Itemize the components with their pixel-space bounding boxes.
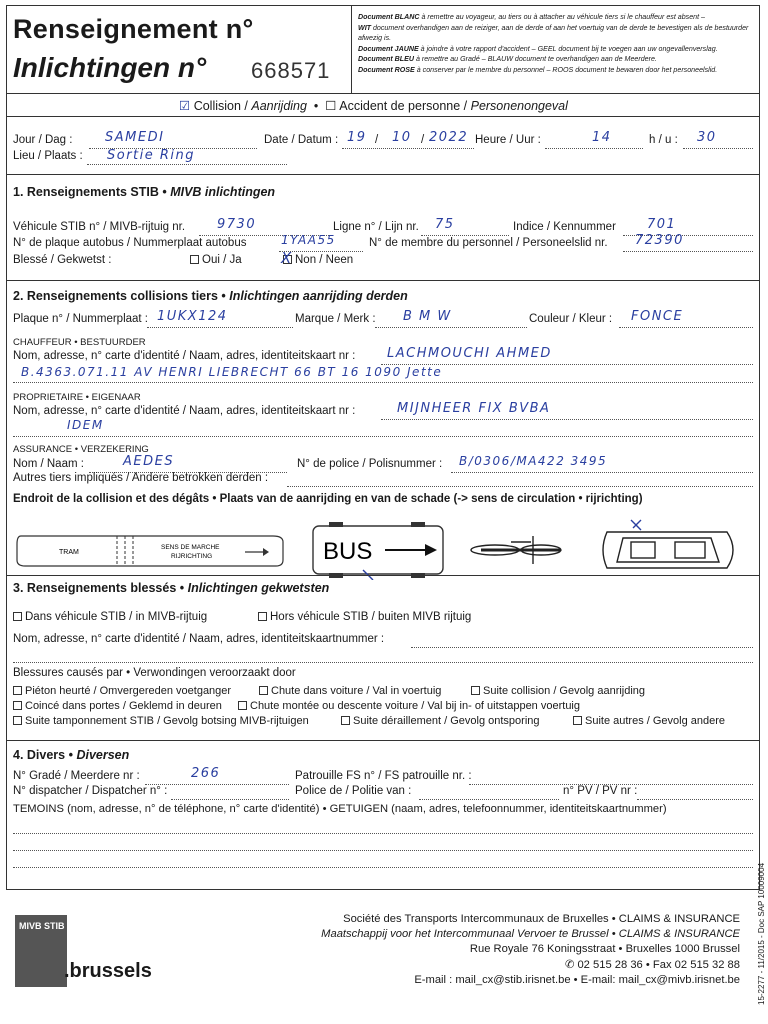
third-plate-value[interactable]: 1UKX124 [157,309,228,324]
insurer-label: Nom / Naam : [13,458,84,470]
note-yellow: Document JAUNE à joindre à votre rapport d'accident – GEEL document bij te voegen aan uw ongevallenverslag. [358,44,718,53]
driver-label: Nom, adresse, n° carte d'identité / Naam, adres, identiteitskaart nr : [13,350,356,362]
incident-type-row: ☑ Collision / Aanrijding • ☐ Accident de personne / Personenongeval [179,99,568,113]
note-pink: Document ROSE à conserver par le membre du personnel – ROOS document te bewaren door het personeelslid. [358,65,718,74]
footer-line-3: Rue Royale 76 Koningsstraat • Bruxelles 1000 Brussel [469,943,740,956]
note-white-fr: Document BLANC à remettre au voyageur, au tiers ou à attacher au véhicule tiers si le chauffeur est absent – [358,13,705,21]
direction-label-nl: RIJRICHTING [171,553,213,560]
policy-label: N° de police / Polisnummer : [297,458,443,470]
tram-label: TRAM [59,549,79,556]
direction-label-fr: SENS DE MARCHE [161,544,220,551]
witness-label: TEMOINS (nom, adresse, n° de téléphone, n° carte d'identité) • GETUIGEN (naam, adres, telefoonnummer, identiteitskaartnummer) [13,803,667,815]
footer-contact [321,912,740,988]
injured-name-label: Nom, adresse, n° carte d'identité / Naam, adres, identiteitskaartnummer : [13,633,385,645]
date-label: Date / Datum : [264,134,339,146]
cause-fall-inside[interactable]: Chute dans voiture / Val in voertuig [259,685,441,697]
injured-no[interactable]: Non / Neen [283,254,353,266]
driver-heading: CHAUFFEUR • BESTUURDER [13,337,146,348]
plate-label: N° de plaque autobus / Nummerplaat autobus [13,237,247,249]
note-white-nl: WIT document overhandigen aan de reiziger, aan de derde of aan het voertuig van de derde te bevestigen als de bestuurder afwezig is. [358,23,749,43]
collision-label: Collision [193,99,241,113]
stib-logo: MIVB STIB [15,915,67,987]
police-label: Police de / Politie van : [295,785,412,797]
owner-heading: PROPRIETAIRE • EIGENAAR [13,392,141,403]
section-2-title: 2. Renseignements collisions tiers • Inlichtingen aanrijding derden [13,289,408,303]
dispatcher-label: N° dispatcher / Dispatcher n° : [13,785,168,797]
owner-label: Nom, adresse, n° carte d'identité / Naam, adres, identiteitskaart nr : [13,405,356,417]
place-value[interactable]: Sortie Ring [107,148,196,163]
cause-doors[interactable]: Coincé dans portes / Geklemd in deuren [13,700,222,712]
note-blue: Document BLEU à remettre au Gradé – BLAUW document te overhandigen aan de Meerdere. [358,55,657,64]
footer-line-1: Société des Transports Intercommunaux de Bruxelles • CLAIMS & INSURANCE [343,913,740,925]
date-day-value[interactable]: 19 [347,130,367,145]
damage-location-label: Endroit de la collision et des dégâts • Plaats van de aanrijding en van de schade (-> sens de circulation • rijrichting) [13,493,643,505]
hour-value[interactable]: 14 [592,130,612,145]
bus-label: BUS [323,538,373,565]
section-3-title: 3. Renseignements blessés • Inlichtingen gekwetsten [13,581,330,595]
footer-line-2: Maatschappij voor het Intercommunaal Vervoer te Brussel • CLAIMS & INSURANCE [321,928,740,941]
cause-pedestrian[interactable]: Piéton heurté / Omvergereden voetganger [13,685,231,697]
section-1-title: 1. Renseignements STIB • MIVB inlichtingen [13,185,276,199]
divider [7,116,759,117]
cause-stib-crash[interactable]: Suite tamponnement STIB / Gevolg botsing MIVB-rijtuigen [13,715,309,727]
injured-no-mark: X [281,249,293,267]
third-plate-label: Plaque n° / Nummerplaat : [13,313,148,325]
title-fr: Renseignement n° [13,14,254,44]
injured-yes[interactable]: Oui / Ja [190,254,242,266]
plate-value[interactable]: 1YAA55 [281,233,336,247]
cause-boarding[interactable]: Chute montée ou descente voiture / Val bij in- of uitstappen voertuig [238,700,580,712]
causes-label: Blessures causés par • Verwondingen veroorzaakt door [13,667,296,679]
brand-label: Marque / Merk : [295,313,376,325]
form-number: 668571 [251,58,331,83]
insurance-heading: ASSURANCE • VERZEKERING [13,444,149,455]
line-value[interactable]: 75 [435,217,455,232]
pv-label: n° PV / PV nr : [563,785,638,797]
vehicle-value[interactable]: 9730 [217,217,257,232]
in-vehicle-option[interactable]: Dans véhicule STIB / in MIVB-rijtuig [13,611,207,623]
driver-name-value[interactable]: LACHMOUCHI AHMED [387,346,552,361]
grade-label: N° Gradé / Meerdere nr : [13,770,140,782]
damage-diagram [11,514,759,580]
minute-value[interactable]: 30 [697,130,717,145]
divider [7,280,759,281]
cause-collision[interactable]: Suite collision / Gevolg aanrijding [471,685,645,697]
patrol-label: Patrouille FS n° / FS patrouille nr. : [295,770,472,782]
accident-checkbox[interactable]: ☐ [325,99,337,113]
divider [7,174,759,175]
accident-label: Accident de personne [339,99,461,113]
bicycle-diagram [471,536,561,564]
line-label: Ligne n° / Lijn nr. [333,221,419,233]
brussels-brand: .brussels [64,960,152,982]
collision-checkbox[interactable]: ☑ [179,99,191,113]
car-diagram [603,520,733,568]
insurer-value[interactable]: AEDES [123,454,175,469]
grade-value[interactable]: 266 [191,766,221,781]
document-code: 15-2277 - 11/2015 - Doc SAP 10009004 [757,862,766,1005]
vehicle-label: Véhicule STIB n° / MIVB-rijtuig nr. [13,221,186,233]
color-value[interactable]: FONCE [631,309,684,324]
color-label: Couleur / Kleur : [529,313,613,325]
injured-label: Blessé / Gekwetst : [13,254,112,266]
out-vehicle-option[interactable]: Hors véhicule STIB / buiten MIVB rijtuig [258,611,471,623]
hour-label: Heure / Uur : [475,134,541,146]
footer-line-4: ✆ 02 515 28 36 • Fax 02 515 32 88 [564,958,740,971]
accident-form: Renseignement n° Inlichtingen n° 668571 Document BLANC à remettre au voyageur, au tiers ou à attacher au véhicule tiers si le chauffeur est absent – WIT document overhandigen aan de reiziger, aan de derde of aan het voertuig van de derde te bevestigen als de bestuurder afwezig is. Document JAUNE à joindre à votre rapport d'accident – GEEL document bij te voegen aan uw ongevallenverslag. Document BLEU à remettre au Gradé – BLAUW document te overhandigen aan de Meerdere. Document ROSE à conserver par le membre du personnel – ROOS document te bewaren door het personeelslid. ☑ Collision / Aanrijding • ☐ Accident de personne / Personenongeval Jour / Dag : SAMEDI Date / Datum : 19 / 10 / 2022 Heure / Uur : 14 h / u : 30 Lieu / Plaats : Sortie Ring 1. Renseignements STIB • MIVB inlichtingen Véhicule STIB n° / MIVB-rijtuig nr. 9730 Ligne n° / Lijn nr. 75 Indice / Kennummer 701 N° de plaque autobus / Nummerplaat autobus 1YAA55 N° de membre du personnel / Personeelslid nr. 72390 Blessé / Gekwetst : Oui / Ja Non / Neen X 2. Renseignements collisions tiers • Inlichtingen aanrijding derden Plaque n° / Nummerplaat : 1UKX124 Marque / Merk : B M W Couleur / Kleur : FONCE CHAUFFEUR • BESTUURDER Nom, adresse, n° carte d'identité / Naam, adres, identiteitskaart nr : LACHMOUCHI AHMED B.4363.071.11 AV HENRI LIEBRECHT 66 BT 16 1090 Jette PROPRIETAIRE • EIGENAAR Nom, adresse, n° carte d'identité / Naam, adres, identiteitskaart nr : MIJNHEER FIX BVBA IDEM ASSURANCE • VERZEKERING Nom / Naam : AEDES N° de police / Polisnummer : B/0306/MA422 3495 Autres tiers impliqués / Andere betrokken derden : Endroit de la collision et des dégâts • Plaats van de aanrijding en van de schade (-> sens de circulation • rijrichting) TRAM SENS DE MARCHE RIJRICHTING BUS 3. Renseignements blessés • Inlichtingen gekwetsten Dans véhicule STIB / in MIVB-rijtuig Hors véhicule STIB / buiten MIVB rijtuig Nom, adresse, n° carte d'identité / Naam, adres, identiteitskaartnummer : Blessures causés par • Verwondingen veroorzaakt door Piéton heurté / Omvergereden voetganger Chute dans voiture / Val in voertuig Suite collision / Gevolg aanrijding Coincé dans portes / Geklemd in deuren Chute montée ou descente voiture / Val bij in- of uitstappen voertuig Suite tamponnement STIB / Gevolg botsing MIVB-rijtuigen Suite déraillement / Gevolg ontsporing Suite autres / Gevolg andere 4. Divers • Diversen N° Gradé / Meerdere nr : 266 Patrouille FS n° / FS patrouille nr. : N° dispatcher / Dispatcher n° : Police de / Politie van : n° PV / PV nr : TEMOINS (nom, adresse, n° de téléphone, n° carte d'identité) • GETUIGEN (naam, adres, telefoonnummer, identiteitskaartnummer) [6,5,760,890]
member-label: N° de membre du personnel / Personeelslid nr. [369,237,608,249]
cause-derailment[interactable]: Suite déraillement / Gevolg ontsporing [341,715,540,727]
form-header [7,6,759,94]
copy-instructions [351,6,759,94]
owner-value-2[interactable]: IDEM [67,418,104,432]
day-label: Jour / Dag : [13,134,73,146]
divider [7,740,759,741]
others-label: Autres tiers impliqués / Andere betrokken derden : [13,472,269,484]
section-4-title: 4. Divers • Diversen [13,748,130,762]
policy-value[interactable]: B/0306/MA422 3495 [459,454,608,468]
divider [7,575,759,576]
driver-address-value[interactable]: B.4363.071.11 AV HENRI LIEBRECHT 66 BT 16 1090 Jette [21,365,443,379]
minute-label: h / u : [649,134,678,146]
index-label: Indice / Kennummer [513,221,616,233]
date-month-value[interactable]: 10 [392,130,412,145]
date-year-value[interactable]: 2022 [429,130,469,145]
member-value[interactable]: 72390 [635,233,684,248]
index-value[interactable]: 701 [647,217,677,232]
title-nl: Inlichtingen n° [13,52,207,83]
brand-value[interactable]: B M W [403,309,452,324]
place-label: Lieu / Plaats : [13,150,83,162]
owner-value[interactable]: MIJNHEER FIX BVBA [397,401,551,416]
cause-other[interactable]: Suite autres / Gevolg andere [573,715,725,727]
day-value[interactable]: SAMEDI [105,130,165,145]
tram-diagram [17,536,283,566]
footer-line-5: E-mail : mail_cx@stib.irisnet.be • E-mail: mail_cx@mivb.irisnet.be [414,973,740,986]
